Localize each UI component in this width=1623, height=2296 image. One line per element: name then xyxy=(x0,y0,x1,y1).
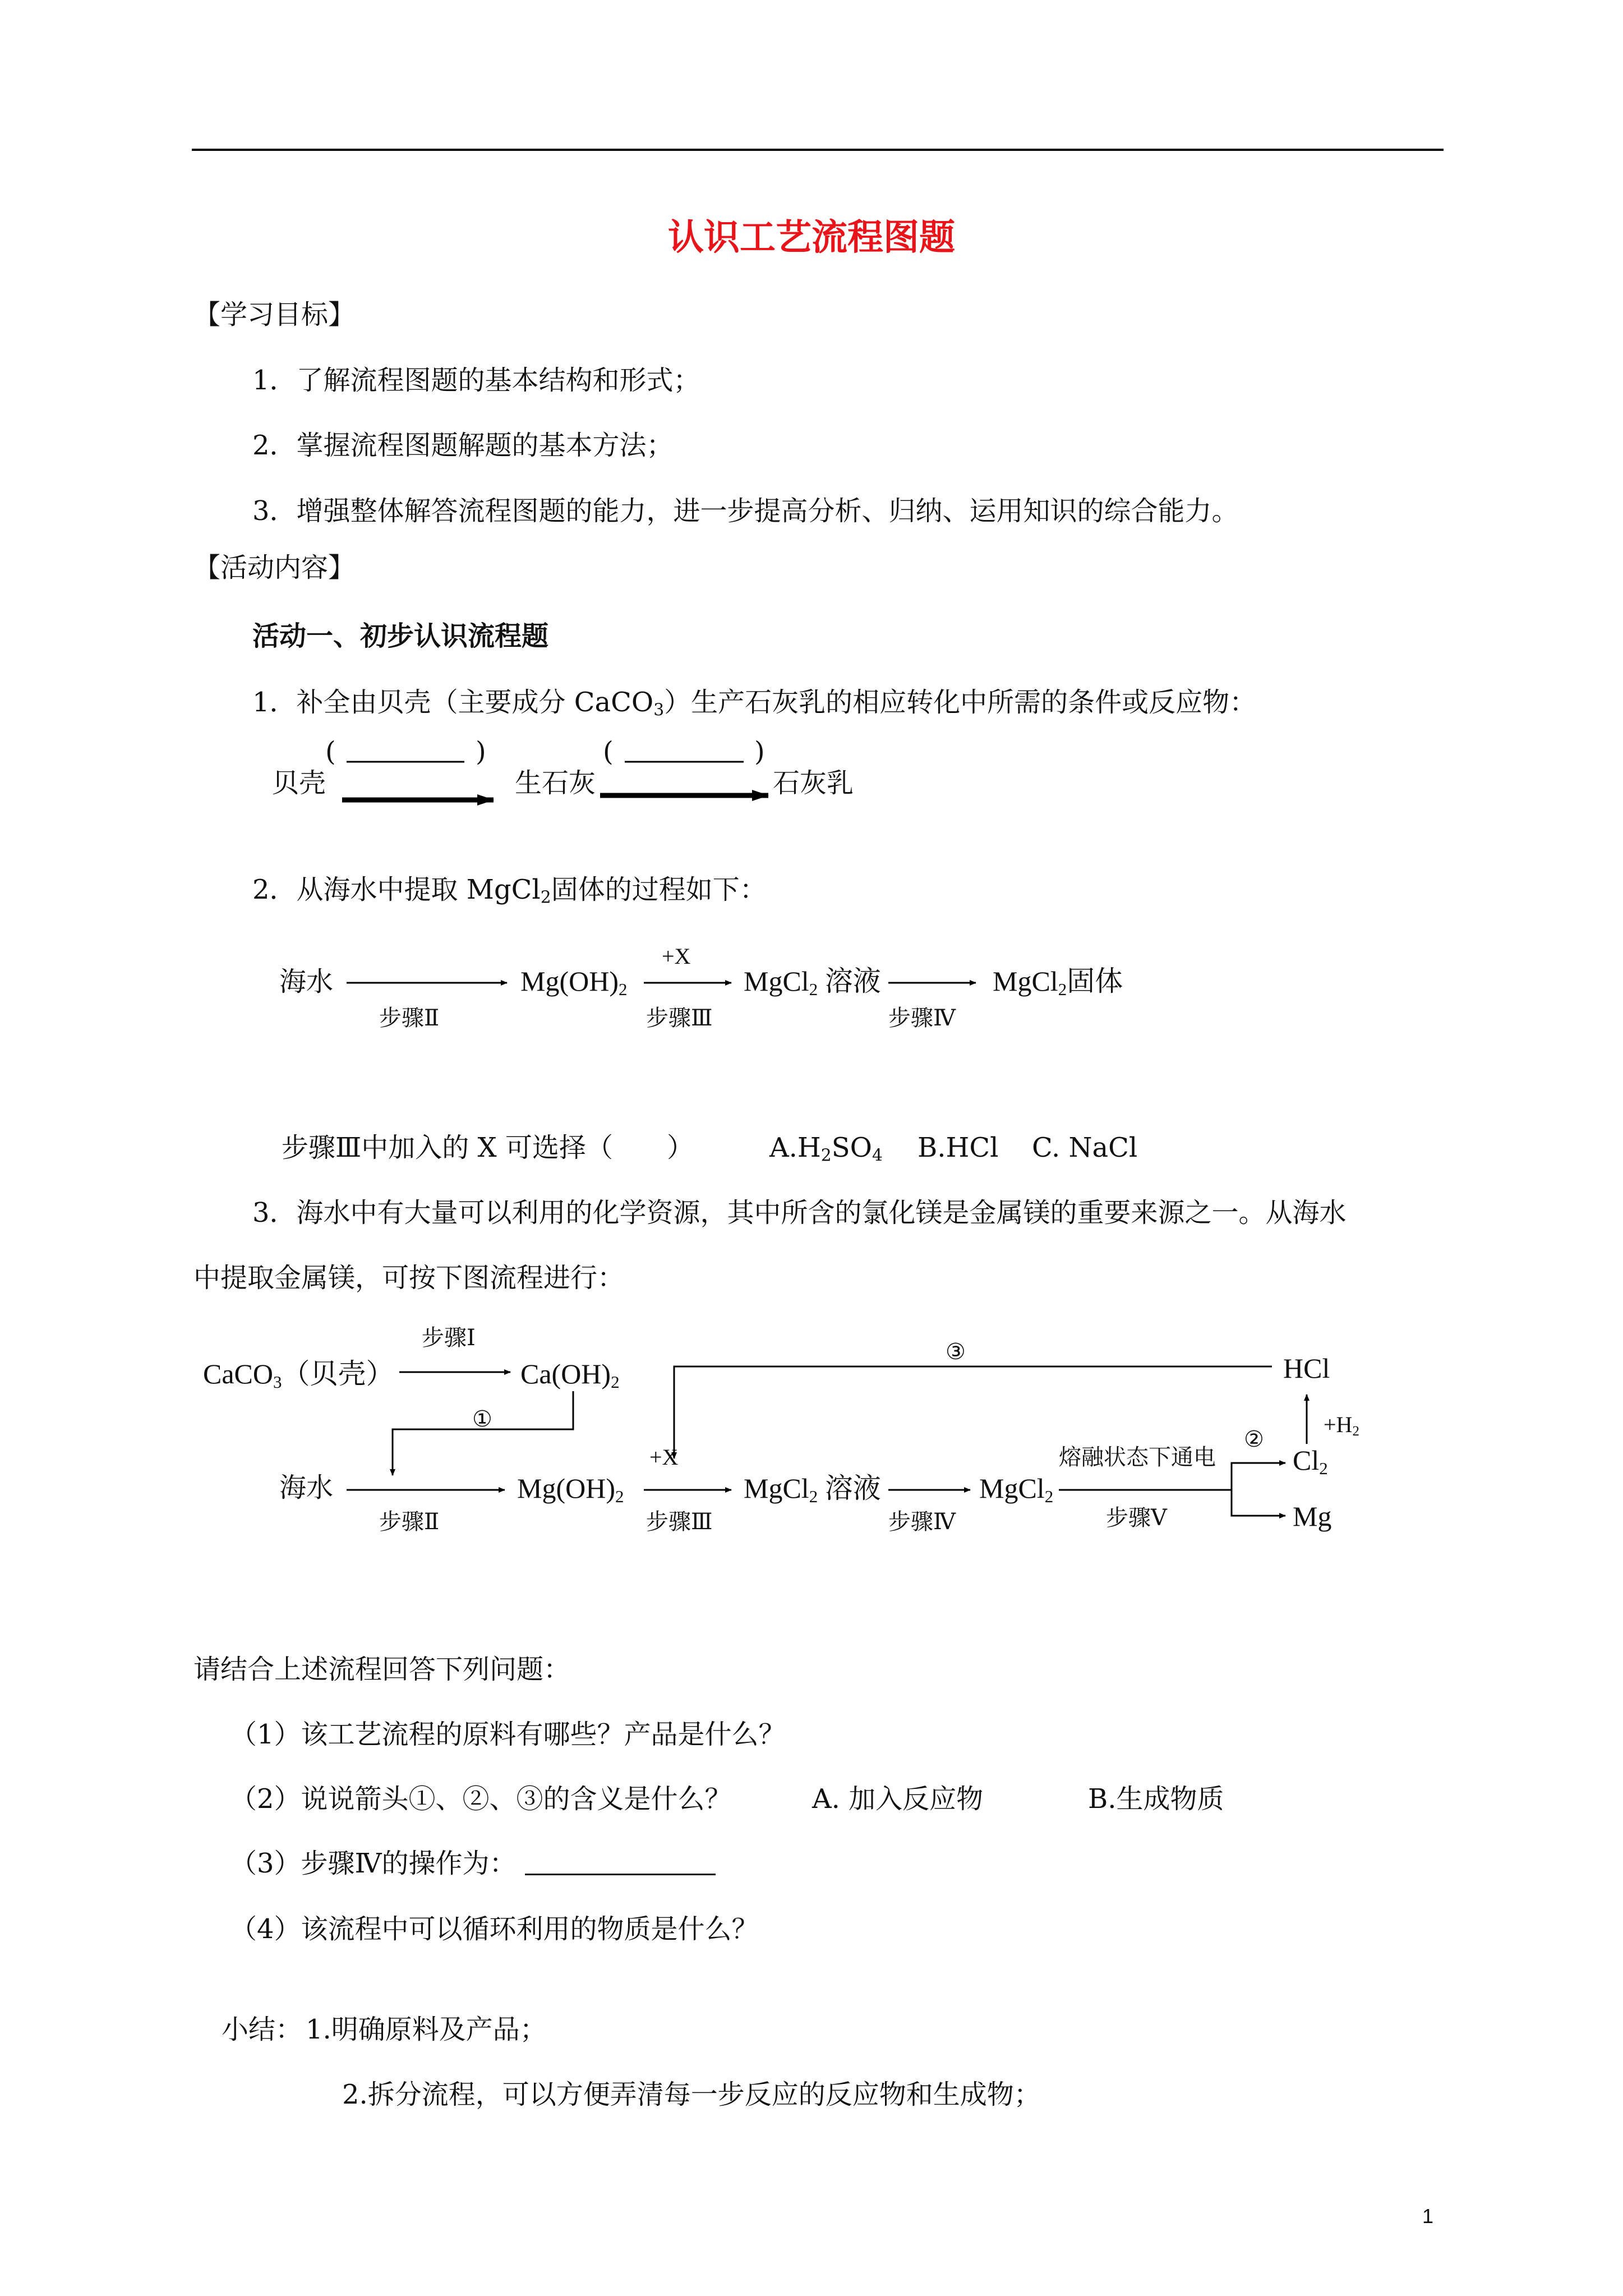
q3-step-5: 步骤Ⅴ xyxy=(1106,1505,1167,1531)
page-number: 1 xyxy=(1422,2205,1434,2228)
q3-node-mgoh2: $Mg(OH)_2$ xyxy=(517,1473,624,1506)
q3-node-hcl: HCl xyxy=(1283,1352,1330,1384)
q3-node-cl2: $Cl_2$ xyxy=(1293,1444,1328,1478)
summary-label: 小结： xyxy=(222,2014,303,2045)
q3-step-2: 步骤Ⅱ xyxy=(379,1509,440,1535)
q2-option-b: B.HCl xyxy=(917,1132,999,1163)
q2-step-3: 步骤Ⅲ xyxy=(646,1005,713,1031)
q3-node-caco3: CaCO$_3$（贝壳） xyxy=(203,1358,394,1392)
q3-circle-1: ① xyxy=(472,1406,492,1432)
q3-step-3: 步骤Ⅲ xyxy=(646,1509,713,1535)
q1-paren-right-1: ) xyxy=(476,736,486,767)
q3-text-line1: 3．海水中有大量可以利用的化学资源，其中所含的氯化镁是金属镁的重要来源之一。从海水 xyxy=(252,1197,1347,1228)
question-2-option-b: B.生成物质 xyxy=(1088,1783,1224,1815)
question-3: （3）步骤Ⅳ的操作为： xyxy=(230,1848,517,1879)
q3-node-caoh2: $Ca(OH)_2$ xyxy=(520,1358,620,1392)
q3-arrow-circle1 xyxy=(393,1391,573,1475)
q2-step-4: 步骤Ⅳ xyxy=(888,1005,956,1031)
page-title: 认识工艺流程图题 xyxy=(668,217,955,259)
q3-node-mg: Mg xyxy=(1293,1501,1332,1532)
q1-node-quicklime: 生石灰 xyxy=(515,767,596,799)
section-heading: 活动一、初步认识流程题 xyxy=(252,620,549,652)
question-1: （1）该工艺流程的原料有哪些？产品是什么？ xyxy=(230,1719,786,1750)
q3-step-1: 步骤Ⅰ xyxy=(422,1325,476,1351)
q3-step-4: 步骤Ⅳ xyxy=(888,1509,956,1535)
q3-arrow-to-mg xyxy=(1232,1490,1285,1516)
q3-node-mgcl2: MgCl$_2$ xyxy=(979,1473,1054,1506)
q3-node-mgcl2-solution: MgCl$_2$ 溶液 xyxy=(744,1473,881,1506)
q3-label-plusx: +X xyxy=(649,1444,679,1470)
objectives-heading: 【学习目标】 xyxy=(193,299,356,330)
q1-node-shell: 贝壳 xyxy=(272,767,326,799)
summary-item-2: 2.拆分流程，可以方便弄清每一步反应的反应物和生成物； xyxy=(342,2079,1041,2110)
summary-item-1: 1.明确原料及产品； xyxy=(306,2014,547,2045)
q1-paren-left-1: ( xyxy=(325,736,336,767)
questions-intro: 请结合上述流程回答下列问题： xyxy=(193,1654,571,1685)
q2-node-seawater: 海水 xyxy=(279,966,334,997)
q2-text: 2．从海水中提取 MgCl$_2$固体的过程如下： xyxy=(252,874,767,908)
q3-arrow-to-cl2 xyxy=(1232,1463,1285,1490)
q3-text-line2: 中提取金属镁，可按下图流程进行： xyxy=(193,1262,625,1294)
q3-label-electrolysis: 熔融状态下通电 xyxy=(1059,1444,1216,1470)
q2-node-mgoh2: $Mg(OH)_2$ xyxy=(520,965,628,999)
question-2: （2）说说箭头①、②、③的含义是什么？ xyxy=(230,1783,732,1815)
q2-choice-line: 步骤Ⅲ中加入的 X 可选择（ ） xyxy=(282,1132,694,1163)
q2-node-mgcl2-solution: MgCl$_2$ 溶液 xyxy=(744,965,881,999)
q2-node-mgcl2-solid: MgCl$_2$固体 xyxy=(993,965,1123,999)
q2-option-a: $A.H_2SO_4$ xyxy=(769,1132,883,1166)
q1-paren-right-2: ) xyxy=(754,736,765,767)
question-4: （4）该流程中可以循环利用的物质是什么？ xyxy=(230,1913,759,1945)
objective-item-2: 2．掌握流程图题解题的基本方法； xyxy=(252,430,674,461)
q1-node-limewater: 石灰乳 xyxy=(773,767,854,799)
q3-circle-2: ② xyxy=(1244,1427,1264,1452)
q1-text: 1．补全由贝壳（主要成分 CaCO$_3$）生产石灰乳的相应转化中所需的条件或反应物： xyxy=(252,687,1257,720)
q2-step-2: 步骤Ⅱ xyxy=(379,1005,440,1031)
q3-node-seawater: 海水 xyxy=(279,1472,334,1503)
q3-label-plush2: $+H_2$ xyxy=(1324,1412,1359,1439)
q1-paren-left-2: ( xyxy=(603,736,614,767)
q2-label-plusx: +X xyxy=(662,944,691,969)
question-2-option-a: A. 加入反应物 xyxy=(812,1783,984,1815)
q2-option-c: C. NaCl xyxy=(1032,1132,1138,1163)
q3-arrow-circle3 xyxy=(674,1366,1272,1458)
activity-heading: 【活动内容】 xyxy=(193,552,356,583)
objective-item-3: 3．增强整体解答流程图题的能力，进一步提高分析、归纳、运用知识的综合能力。 xyxy=(252,495,1239,527)
objective-item-1: 1．了解流程图题的基本结构和形式； xyxy=(252,365,700,396)
q3-circle-3: ③ xyxy=(946,1339,966,1365)
